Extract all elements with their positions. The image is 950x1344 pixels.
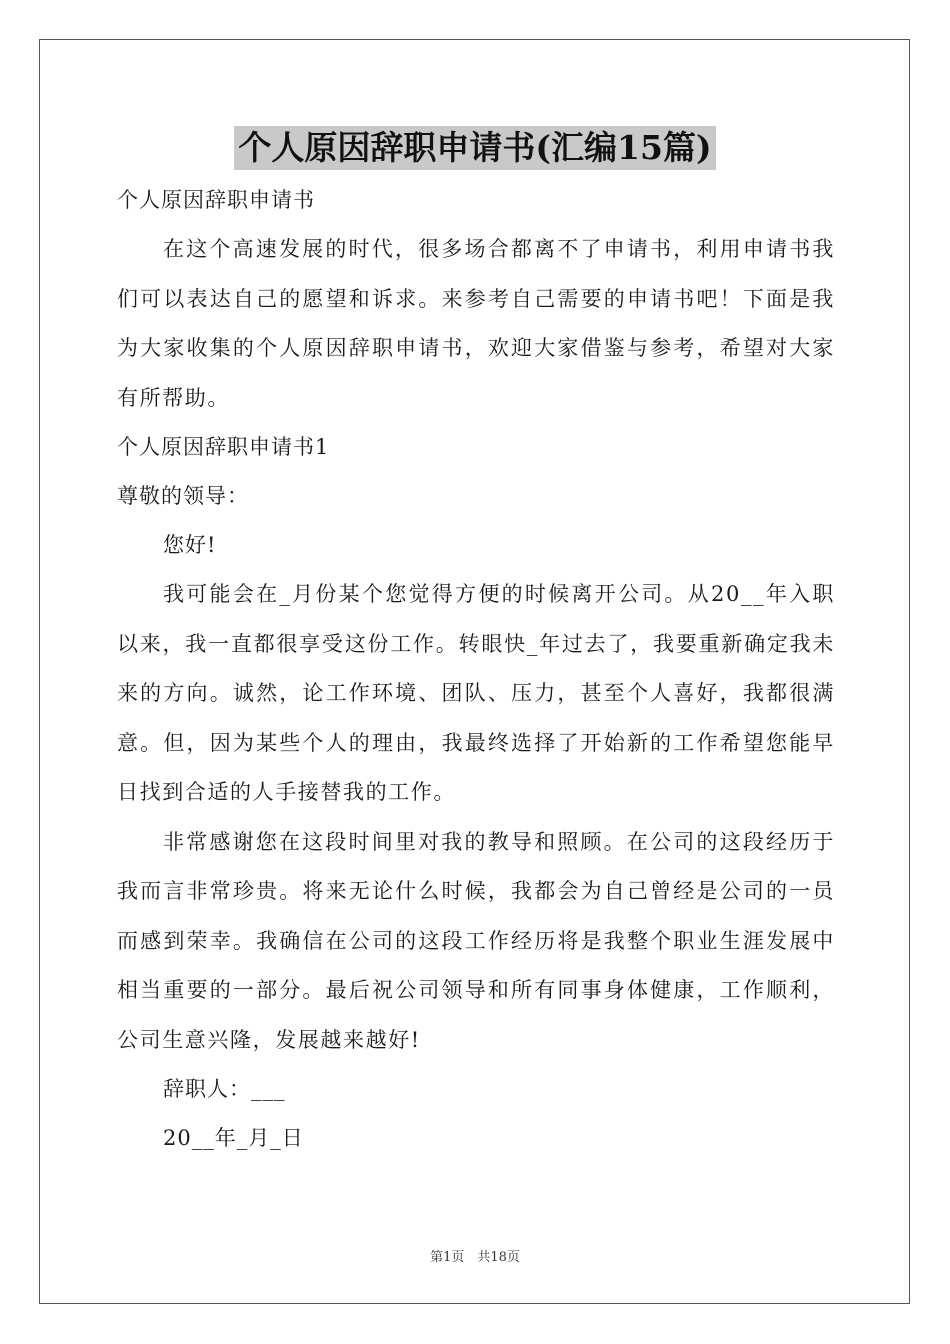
subtitle: 个人原因辞职申请书 (117, 188, 315, 212)
date: 20__年_月_日 (163, 1126, 304, 1150)
document-title: 个人原因辞职申请书(汇编15篇) (234, 126, 715, 170)
body-paragraph-1: 我可能会在_月份某个您觉得方便的时候离开公司。从20__年入职以来，我一直都很享受这份工作。转眼快_年过去了，我要重新确定我未来的方向。诚然，论工作环境、团队、压力，甚至个人喜好，我都很满意。但，因为某些个人的理由，我最终选择了开始新的工作希望您能早日找到合适的人手接替我的工作。 (117, 582, 835, 804)
document-body (117, 176, 835, 1163)
section-heading: 个人原因辞职申请书1 (117, 435, 330, 459)
salutation: 尊敬的领导： (117, 484, 249, 508)
greeting: 您好! (163, 533, 217, 557)
intro-paragraph: 在这个高速发展的时代，很多场合都离不了申请书，利用申请书我们可以表达自己的愿望和诉求。来参考自己需要的申请书吧！下面是我为大家收集的个人原因辞职申请书，欢迎大家借鉴与参考，希望对大家有所帮助。 (117, 237, 835, 410)
page-footer: 第1页 共18页 (430, 1250, 520, 1265)
body-paragraph-2: 非常感谢您在这段时间里对我的教导和照顾。在公司的这段经历于我而言非常珍贵。将来无论什么时候，我都会为自己曾经是公司的一员而感到荣幸。我确信在公司的这段工作经历将是我整个职业生涯发展中相当重要的一部分。最后祝公司领导和所有同事身体健康，工作顺利，公司生意兴隆，发展越来越好! (117, 829, 835, 1052)
signature: 辞职人：___ (163, 1077, 286, 1101)
title-container (0, 126, 950, 170)
